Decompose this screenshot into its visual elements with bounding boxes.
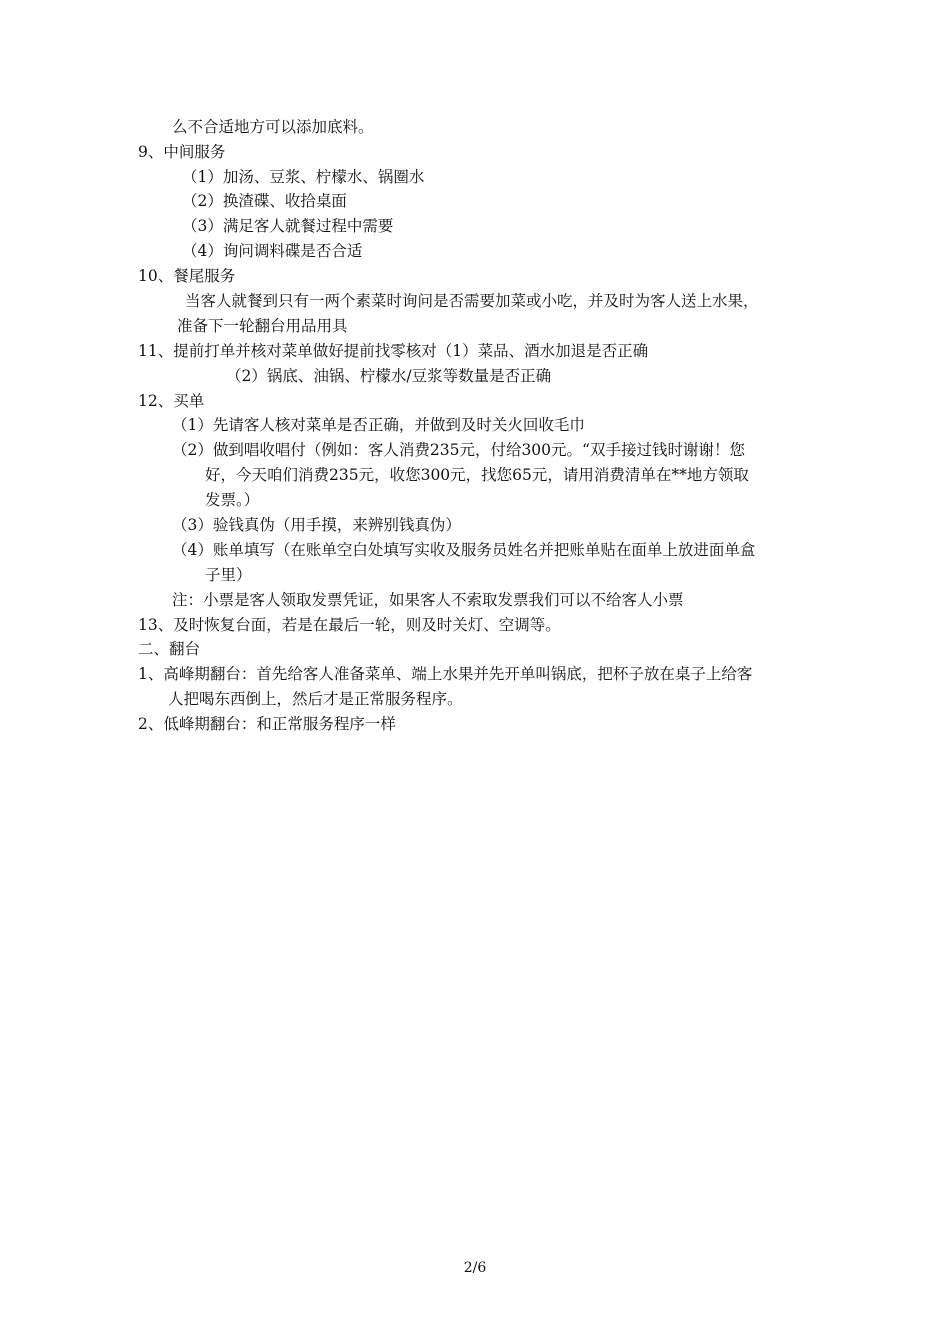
list-item-12-1: （1）先请客人核对菜单是否正确，并做到及时关火回收毛巾: [172, 416, 585, 434]
list-item-9-1: （1）加汤、豆浆、柠檬水、锅圈水: [182, 168, 425, 186]
heading-10-end-service: 10、餐尾服务: [138, 267, 236, 285]
list-item-12-4-line-2: 子里）: [205, 566, 252, 584]
list-item-12-2-line-3: 发票。）: [205, 491, 260, 509]
list-item-12-2-line-1: （2）做到唱收唱付（例如：客人消费235元，付给300元。“双手接过钱时谢谢！您: [172, 441, 745, 459]
heading-13-restore-table: 13、及时恢复台面，若是在最后一轮，则及时关灯、空调等。: [138, 616, 561, 634]
item-1-peak-turnover-line-2: 人把喝东西倒上，然后才是正常服务程序。: [168, 690, 463, 708]
list-item-12-2-line-2: 好，今天咱们消费235元，收您300元，找您65元，请用消费清单在**地方领取: [205, 466, 749, 484]
item-1-peak-turnover-line-1: 1、高峰期翻台：首先给客人准备菜单、端上水果并先开单叫锅底，把杯子放在桌子上给客: [138, 665, 753, 683]
heading-11-print-bill: 11、提前打单并核对菜单做好提前找零核对（1）菜品、酒水加退是否正确: [138, 342, 649, 360]
list-item-9-4: （4）询问调料碟是否合适: [182, 242, 363, 260]
list-item-9-3: （3）满足客人就餐过程中需要: [182, 217, 394, 235]
list-item-12-4-line-1: （4）账单填写（在账单空白处填写实收及服务员姓名并把账单贴在面单上放进面单盒: [172, 541, 756, 559]
list-item-12-3: （3）验钱真伪（用手摸，来辨别钱真伪）: [172, 516, 461, 534]
page-number: 2/6: [463, 1260, 487, 1276]
paragraph-10-line-2: 准备下一轮翻台用品用具: [177, 317, 348, 335]
heading-12-checkout: 12、买单: [138, 392, 205, 410]
section-heading-table-turnover: 二、翻台: [138, 640, 201, 658]
paragraph-10-line-1: 当客人就餐到只有一两个素菜时询问是否需要加菜或小吃，并及时为客人送上水果，: [185, 292, 759, 310]
item-2-offpeak-turnover: 2、低峰期翻台：和正常服务程序一样: [138, 715, 396, 733]
note-receipt: 注：小票是客人领取发票凭证，如果客人不索取发票我们可以不给客人小票: [172, 591, 684, 609]
list-item-9-2: （2）换渣碟、收拾桌面: [182, 192, 347, 210]
list-item-11-2: （2）锅底、油锅、柠檬水/豆浆等数量是否正确: [226, 367, 552, 385]
text-line-bottom-material: 么不合适地方可以添加底料。: [172, 118, 374, 136]
heading-9-middle-service: 9、中间服务: [138, 143, 226, 161]
